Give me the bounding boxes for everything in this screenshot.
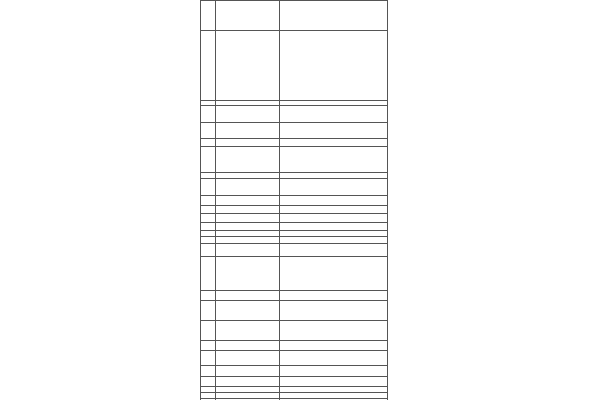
form-table: [200, 0, 388, 400]
table-row: [201, 122, 387, 139]
table-row: [201, 300, 387, 321]
table-row: [201, 178, 387, 196]
table-row: [201, 350, 387, 366]
table-row: [201, 0, 387, 31]
table-row: [201, 146, 387, 173]
table-row: [201, 243, 387, 257]
table-row: [201, 320, 387, 341]
table-row: [201, 30, 387, 101]
table-row: [201, 105, 387, 123]
table-row: [201, 256, 387, 291]
